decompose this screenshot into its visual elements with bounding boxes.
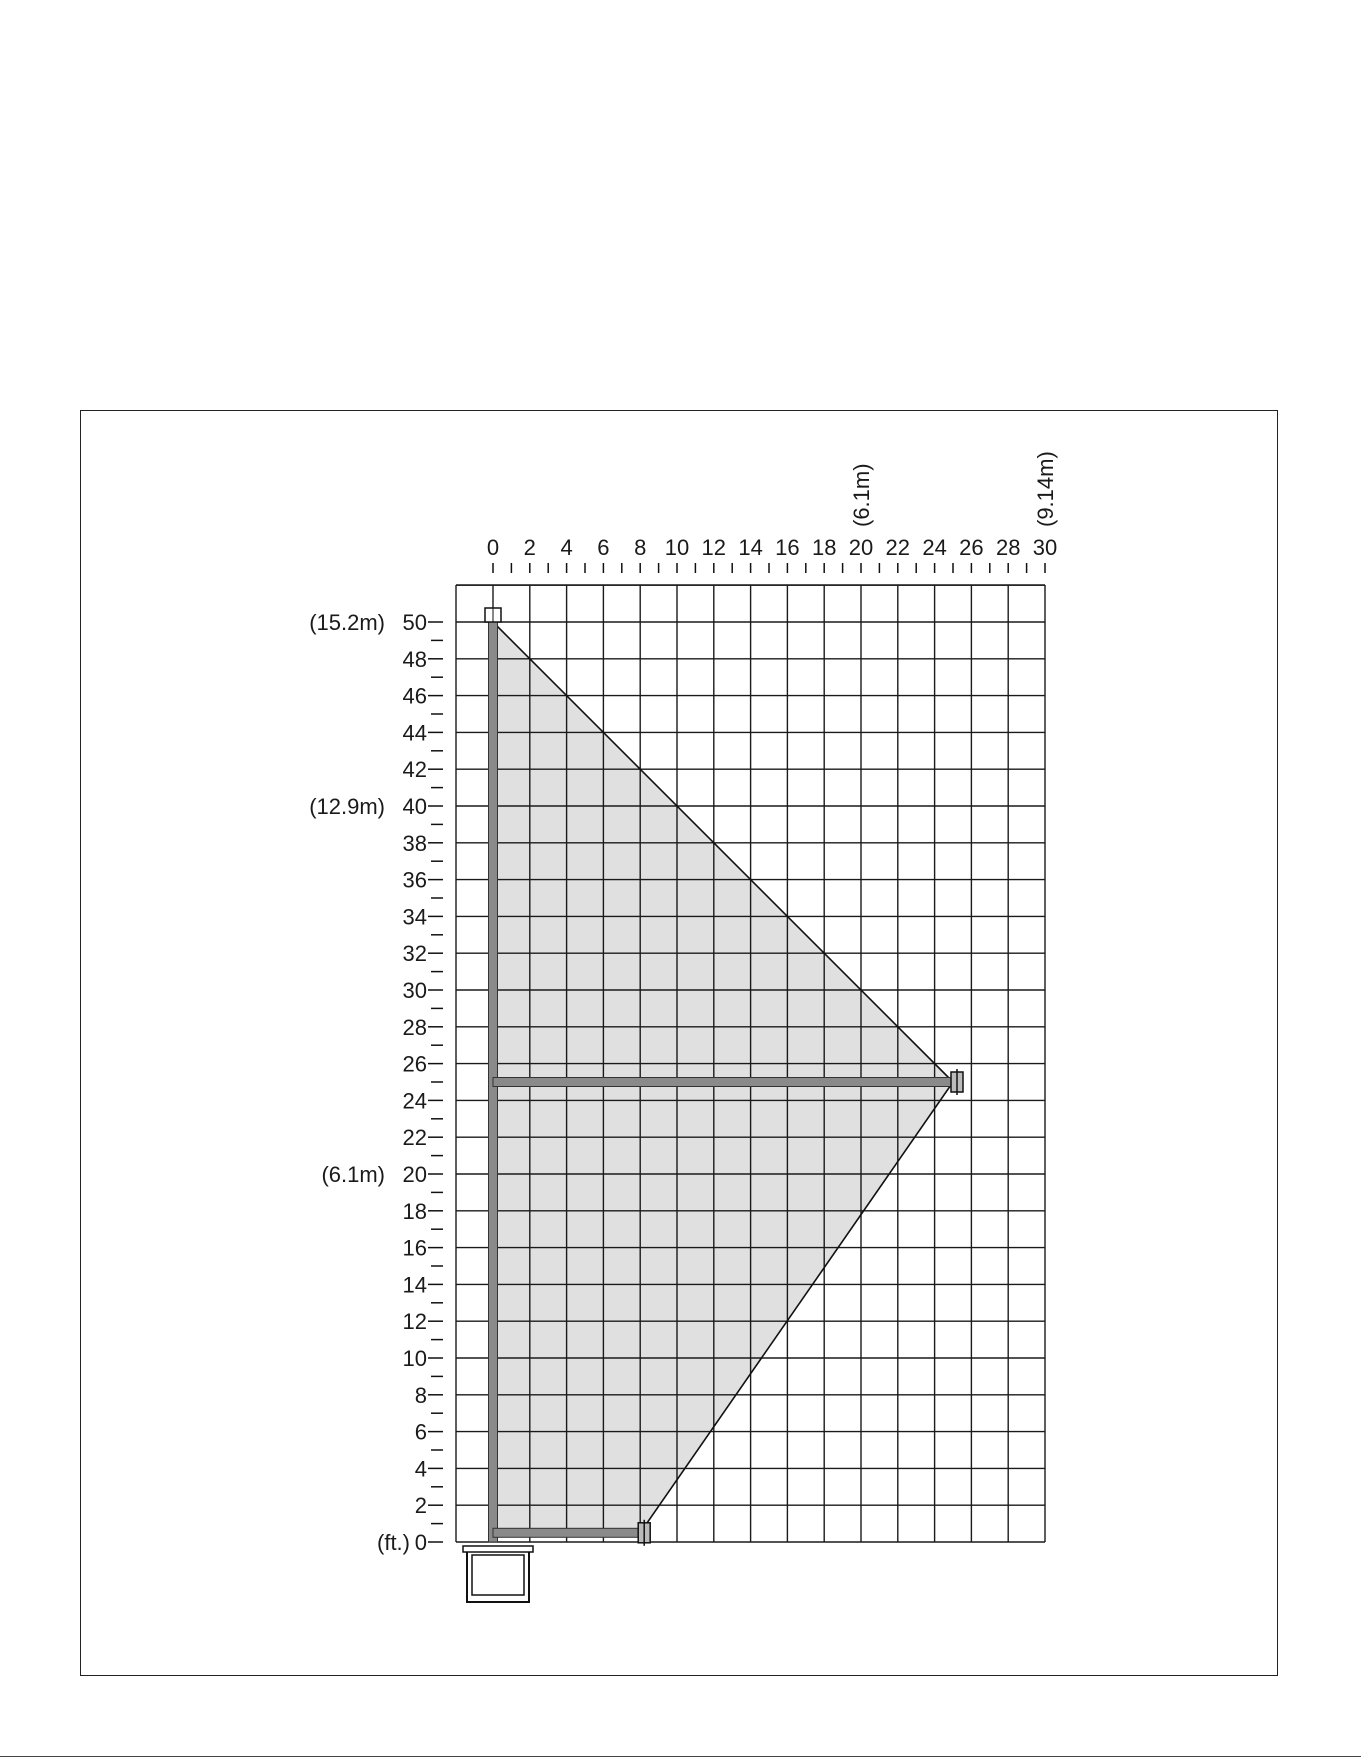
y-tick-label: 30 [402,978,427,1003]
y-metric-label: (12.9m) [309,794,385,819]
y-tick-label: 46 [402,683,427,709]
x-tick-label: 30 [1032,535,1058,560]
y-tick-label: 14 [402,1272,427,1298]
y-tick-label: 50 [402,610,427,635]
y-tick-label: 48 [402,646,427,672]
x-tick-label: 20 [848,535,874,560]
y-tick-label: 40 [402,794,427,819]
y-metric-label: (15.2m) [309,610,385,635]
horizontal-boom-upper [493,1078,953,1087]
y-tick-label: 20 [402,1162,427,1187]
x-tick-label: 8 [634,535,647,560]
x-tick-label: 26 [959,535,984,560]
platform-icon [485,608,501,622]
machine-base [463,1546,533,1602]
y-tick-label: 38 [402,830,427,856]
y-tick-label: 4 [414,1456,427,1482]
y-tick-label: 10 [402,1346,427,1371]
y-tick-label: 24 [402,1088,427,1114]
x-metric-label: (9.14m) [1033,451,1058,527]
y-tick-label: 8 [414,1382,427,1408]
y-metric-label: (6.1m) [321,1162,385,1187]
x-tick-label: 14 [738,535,763,560]
horizontal-boom-lower [493,1528,640,1537]
platform-icon [951,1069,963,1095]
y-tick-label: 26 [402,1051,427,1077]
x-tick-label: 18 [811,535,837,560]
y-tick-label: 12 [402,1309,427,1335]
platform-icon [638,1520,650,1546]
x-tick-label: 0 [486,535,500,560]
y-tick-label: 0 [414,1530,427,1555]
y-tick-label: 36 [402,867,427,893]
x-metric-label: (6.1m) [849,463,874,527]
y-tick-label: 16 [402,1235,427,1261]
y-tick-label: 28 [402,1014,427,1040]
y-tick-label: 42 [402,757,427,783]
y-tick-label: 2 [414,1493,427,1519]
base-panel [472,1555,524,1595]
x-tick-label: 12 [701,535,727,560]
x-tick-label: 22 [885,535,911,560]
x-tick-label: 10 [664,535,690,560]
x-tick-label: 24 [922,535,947,560]
x-tick-label: 2 [523,535,536,560]
x-tick-label: 16 [775,535,800,560]
y-tick-label: 44 [402,720,427,746]
y-tick-label: 22 [402,1125,427,1151]
y-tick-label: 6 [414,1419,427,1445]
y-tick-label: 18 [402,1198,427,1224]
y-tick-label: 32 [402,941,427,967]
x-tick-label: 4 [560,535,573,560]
x-tick-label: 28 [995,535,1021,560]
x-tick-label: 6 [597,535,610,560]
x-axis [487,451,1058,573]
y-unit-label: (ft.) [377,1530,410,1555]
y-axis [309,610,443,1555]
y-tick-label: 34 [402,904,427,930]
footer-rule [0,1756,1361,1757]
base-top-plate [463,1546,533,1552]
